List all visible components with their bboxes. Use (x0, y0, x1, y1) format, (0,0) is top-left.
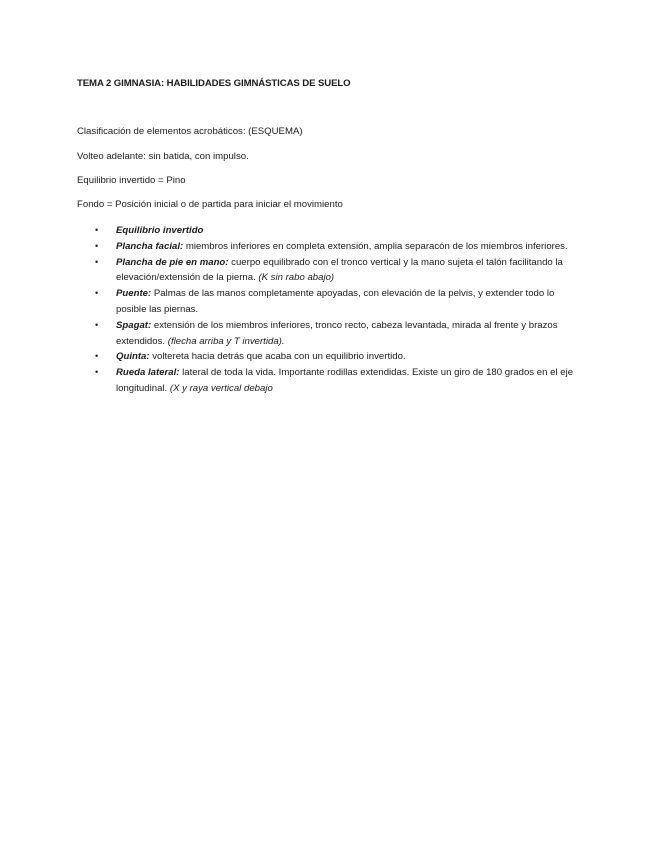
list-item (77, 318, 587, 350)
item-term: Rueda lateral: (116, 367, 180, 379)
paragraph-volteo: Volteo adelante: sin batida, con impulso. (77, 151, 249, 162)
item-text: lateral de toda la vida. Importante rodillas extendidas. Existe un giro de 180 grados en el eje longitudinal. (116, 367, 574, 394)
paragraph-classification: Clasificación de elementos acrobáticos: (ESQUEMA) (77, 126, 303, 137)
bullet-icon: • (95, 240, 99, 251)
bullet-icon: • (95, 351, 99, 362)
elements-list (77, 223, 587, 397)
item-term: Quinta: (116, 351, 150, 363)
item-text: extensión de los miembros inferiores, tronco recto, cabeza levantada, mirada al frente y brazos extendidos. (116, 319, 558, 347)
item-term: Plancha de pie en mano: (116, 256, 229, 268)
bullet-icon: • (95, 288, 99, 299)
bullet-icon: • (95, 319, 99, 330)
paragraph-equilibrio: Equilibrio invertido = Pino (77, 175, 186, 186)
item-term: Equilibrio invertido (116, 225, 204, 236)
item-term: Plancha facial: (116, 240, 184, 252)
bullet-icon: • (95, 225, 99, 235)
item-text: miembros inferiores en completa extensión, amplia separacón de los miembros inferiores. (183, 240, 568, 252)
list-item (77, 239, 587, 255)
item-note: (flecha arriba y T invertida). (167, 335, 285, 347)
bullet-icon: • (95, 256, 99, 267)
list-item (77, 365, 587, 397)
item-note: (X y raya vertical debajo (169, 382, 273, 394)
list-item (77, 255, 587, 287)
list-item (77, 223, 587, 239)
item-text: Palmas de las manos completamente apoyadas, con elevación de la pelvis, y extender todo lo posible las piernas. (116, 288, 555, 315)
list-item (77, 349, 587, 365)
item-term: Puente: (116, 288, 152, 300)
paragraph-fondo: Fondo = Posición inicial o de partida para iniciar el movimiento (77, 199, 343, 210)
list-item (77, 286, 587, 318)
item-text: cuerpo equilibrado con el tronco vertical y la mano sujeta el talón facilitando la elevación/extensión de la pierna. (116, 256, 563, 284)
page-title: TEMA 2 GIMNASIA: HABILIDADES GIMNÁSTICAS DE SUELO (77, 78, 351, 89)
item-note: (K sin rabo abajo) (258, 272, 335, 284)
item-term: Spagat: (116, 319, 152, 331)
item-text: voltereta hacia detrás que acaba con un equilibrio invertido. (149, 351, 406, 363)
bullet-icon: • (95, 367, 99, 378)
